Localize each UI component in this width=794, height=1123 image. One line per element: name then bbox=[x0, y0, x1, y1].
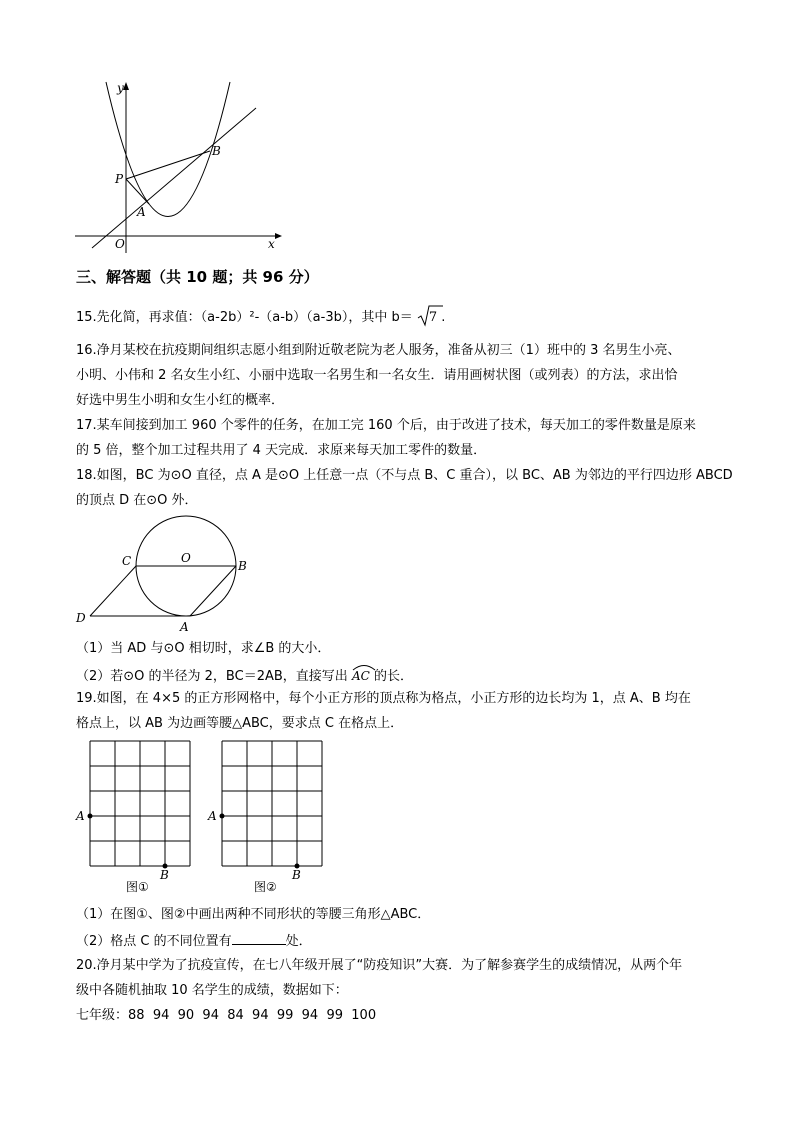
question-15 bbox=[76, 310, 445, 326]
section-heading: 三、解答题（共 10 题；共 96 分） bbox=[76, 268, 319, 286]
q20-grade7-row bbox=[76, 1008, 376, 1024]
label-a: A bbox=[76, 809, 85, 823]
q19-sub2-post: 处． bbox=[285, 934, 312, 949]
q15-text: 15.先化简，再求值：（a-2b）²-（a-b）（a-3b），其中 b＝ bbox=[76, 310, 413, 325]
point-a bbox=[88, 814, 93, 819]
q18-sub-2 bbox=[76, 666, 413, 685]
y-axis-arrow bbox=[123, 82, 129, 90]
grade7-label: 七年级： bbox=[76, 1008, 129, 1023]
fig1-caption: 图① bbox=[126, 880, 149, 894]
label-p: P bbox=[115, 172, 124, 186]
q17-line-2: 的 5 倍，整个加工过程共用了 4 天完成．求原来每天加工零件的数量． bbox=[76, 443, 487, 458]
q18-sub2-post: 的长． bbox=[373, 669, 413, 684]
q19-sub-2 bbox=[76, 932, 312, 950]
sqrt-7 bbox=[417, 310, 437, 326]
grade7-scores: 88 94 90 94 84 94 99 94 99 100 bbox=[128, 1008, 377, 1023]
q16-line-1: 16.净月某校在抗疫期间组织志愿小组到附近敬老院为老人服务，准备从初三（1）班中的 3 名男生小亮、 bbox=[76, 343, 681, 358]
label-a: A bbox=[180, 620, 189, 634]
q19-line-1: 19.如图，在 4×5 的正方形网格中，每个小正方形的顶点称为格点，小正方形的边长均为 1，点 A、B 均在 bbox=[76, 691, 691, 706]
label-b: B bbox=[212, 144, 221, 158]
grid-figure-1 bbox=[74, 740, 204, 880]
q19-line-2: 格点上，以 AB 为边画等腰△ABC，要求点 C 在格点上． bbox=[76, 716, 404, 731]
segment-cd bbox=[90, 566, 136, 616]
arc-mark bbox=[352, 663, 376, 671]
segment-pb bbox=[126, 151, 210, 179]
label-x: x bbox=[268, 237, 275, 251]
circle-figure bbox=[70, 510, 260, 635]
label-a: A bbox=[208, 809, 217, 823]
q18-sub-1: （1）当 AD 与⊙O 相切时，求∠B 的大小． bbox=[76, 641, 331, 656]
label-d: D bbox=[76, 611, 86, 625]
radicand: 7 bbox=[428, 310, 438, 325]
x-axis-arrow bbox=[275, 233, 282, 239]
label-b: B bbox=[238, 559, 247, 573]
answer-blank[interactable] bbox=[232, 932, 286, 945]
q18-line-2: 的顶点 D 在⊙O 外． bbox=[76, 493, 198, 508]
label-o: O bbox=[115, 237, 125, 251]
q19-sub-1: （1）在图①、图②中画出两种不同形状的等腰三角形△ABC． bbox=[76, 907, 431, 922]
grid-figure-2 bbox=[206, 740, 336, 880]
label-a: A bbox=[137, 205, 146, 219]
segment-pa bbox=[126, 179, 149, 204]
q15-end: . bbox=[441, 310, 446, 325]
q18-sub2-pre: （2）若⊙O 的半径为 2，BC＝2AB，直接写出 bbox=[76, 669, 348, 684]
q18-line-1: 18.如图，BC 为⊙O 直径，点 A 是⊙O 上任意一点（不与点 B、C 重合），以 BC、AB 为邻边的平行四边形 ABCD bbox=[76, 468, 733, 483]
parabola-figure bbox=[70, 78, 290, 258]
label-y: y bbox=[117, 81, 124, 95]
label-c: C bbox=[122, 554, 132, 568]
q19-sub2-pre: （2）格点 C 的不同位置有 bbox=[76, 934, 232, 949]
q16-line-3: 好选中男生小明和女生小红的概率． bbox=[76, 393, 285, 408]
label-b: B bbox=[160, 868, 169, 882]
q17-line-1: 17.某车间接到加工 960 个零件的任务，在加工完 160 个后，由于改进了技术，每天加工的零件数量是原来 bbox=[76, 418, 696, 433]
fig2-caption: 图② bbox=[254, 880, 277, 894]
radical-sign bbox=[417, 305, 446, 327]
label-b: B bbox=[292, 868, 301, 882]
q20-line-2: 级中各随机抽取 10 名学生的成绩，数据如下： bbox=[76, 983, 348, 998]
label-o: O bbox=[181, 551, 191, 565]
point-a bbox=[220, 814, 225, 819]
arc-label: AC bbox=[351, 669, 370, 683]
q20-line-1: 20.净月某中学为了抗疫宣传，在七八年级开展了“防疫知识”大赛．为了解参赛学生的成绩情况，从两个年 bbox=[76, 958, 683, 973]
q16-line-2: 小明、小伟和 2 名女生小红、小丽中选取一名男生和一名女生．请用画树状图（或列表）的方法，求出恰 bbox=[76, 368, 678, 383]
arc-ac bbox=[352, 666, 370, 685]
